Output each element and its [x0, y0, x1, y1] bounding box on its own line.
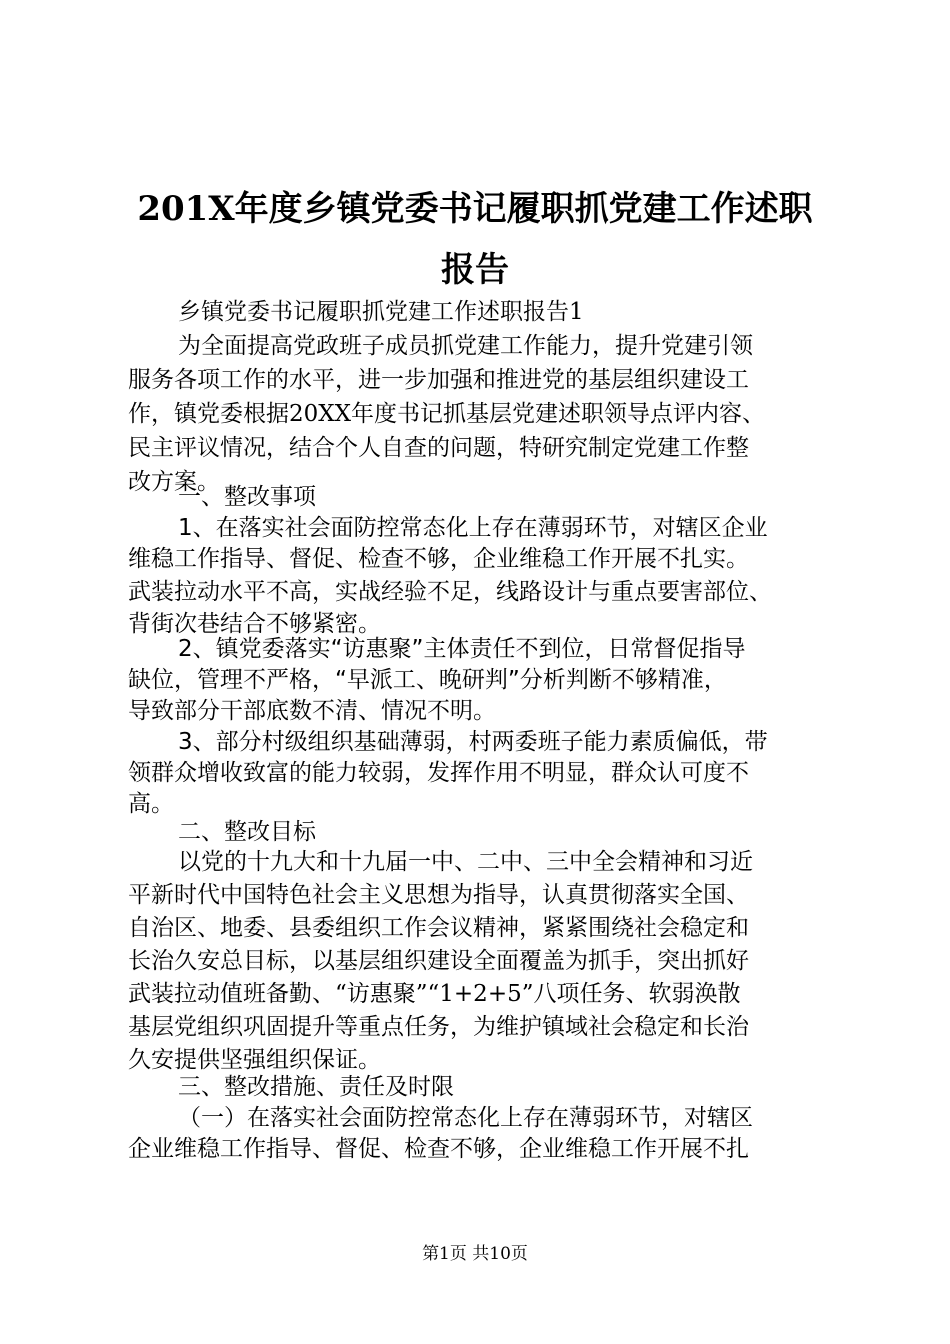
- paragraph-line: （一）在落实社会面防控常态化上存在薄弱环节，对辖区: [178, 1105, 753, 1131]
- page-footer: 第1页 共10页: [422, 1244, 528, 1264]
- paragraph-line: 民主评议情况，结合个人自查的问题，特研究制定党建工作整: [128, 435, 749, 461]
- paragraph-line: 基层党组织巩固提升等重点任务，为维护镇域社会稳定和长治: [128, 1014, 749, 1040]
- paragraph-line: 久安提供坚强组织保证。: [128, 1047, 381, 1073]
- paragraph-line: 领群众增收致富的能力较弱，发挥作用不明显，群众认可度不: [128, 760, 749, 786]
- paragraph-line: 服务各项工作的水平，进一步加强和推进党的基层组织建设工: [128, 367, 749, 393]
- paragraph-line: 武装拉动值班备勤、“访惠聚”“1+2+5”八项任务、软弱涣散: [128, 981, 741, 1007]
- paragraph-line: 乡镇党委书记履职抓党建工作述职报告1: [178, 299, 584, 325]
- paragraph-line: 平新时代中国特色社会主义思想为指导，认真贯彻落实全国、: [128, 882, 749, 908]
- paragraph-line: 背街次巷结合不够紧密。: [128, 611, 381, 637]
- paragraph-line: 1、在落实社会面防控常态化上存在薄弱环节，对辖区企业: [178, 515, 768, 541]
- paragraph-line: 缺位，管理不严格，“早派工、晚研判”分析判断不够精准，: [128, 667, 727, 693]
- paragraph-line: 自治区、地委、县委组织工作会议精神，紧紧围绕社会稳定和: [128, 915, 749, 941]
- paragraph-line: 导致部分干部底数不清、情况不明。: [128, 698, 496, 724]
- paragraph-line: 维稳工作指导、督促、检查不够，企业维稳工作开展不扎实。: [128, 546, 749, 572]
- paragraph-line: 长治久安总目标，以基层组织建设全面覆盖为抓手，突出抓好: [128, 948, 749, 974]
- paragraph-line: 3、部分村级组织基础薄弱，村两委班子能力素质偏低，带: [178, 729, 768, 755]
- document-title-line-1: 201X年度乡镇党委书记履职抓党建工作述职: [137, 189, 813, 229]
- section-heading: 一、整改事项: [178, 484, 316, 510]
- section-heading: 三、整改措施、责任及时限: [178, 1074, 454, 1100]
- paragraph-line: 改方案。: [128, 469, 220, 495]
- document-title-line-2: 报告: [441, 250, 509, 290]
- paragraph-line: 高。: [128, 791, 174, 817]
- paragraph-line: 企业维稳工作指导、督促、检查不够，企业维稳工作开展不扎: [128, 1136, 749, 1162]
- paragraph-line: 武装拉动水平不高，实战经验不足，线路设计与重点要害部位、: [128, 579, 772, 605]
- paragraph-line: 为全面提高党政班子成员抓党建工作能力，提升党建引领: [178, 333, 753, 359]
- paragraph-line: 以党的十九大和十九届一中、二中、三中全会精神和习近: [178, 849, 753, 875]
- paragraph-line: 作，镇党委根据20XX年度书记抓基层党建述职领导点评内容、: [128, 401, 766, 427]
- section-heading: 二、整改目标: [178, 819, 316, 845]
- paragraph-line: 2、镇党委落实“访惠聚”主体责任不到位，日常督促指导: [178, 636, 746, 662]
